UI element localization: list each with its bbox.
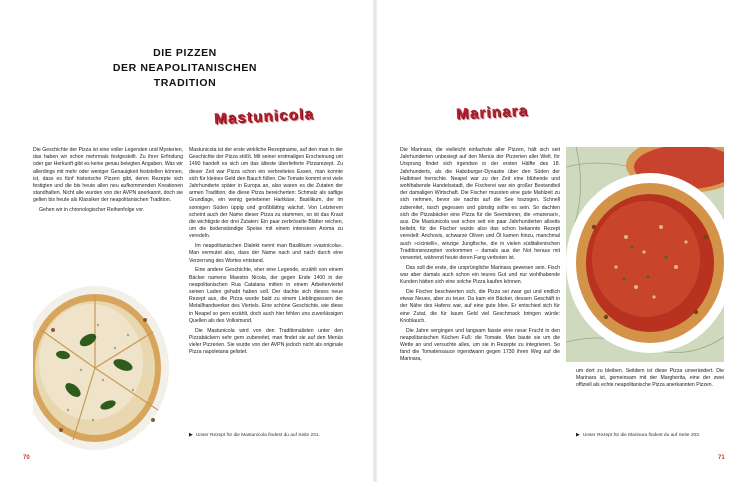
marinara-recipe-note [576, 432, 700, 438]
book-gutter [372, 0, 378, 482]
mastunicola-text-column [189, 147, 343, 429]
section-title-line-2: DER NEAPOLITANISCHEN TRADITION [112, 62, 258, 89]
arrow-right-icon: ▶ [189, 432, 193, 438]
intro-paragraph: Die Geschichte der Pizza ist eine voller Legenden und Mysterien, das haben wir schon mehrmals festgestellt. Zu ihrer Erfindung oder gar Herkunft gibt es keine genau belegten Angaben. Was wir allerdings mit mehr oder weniger Genauigkeit feststellen können, ist, dass es fünf historische Pizzen gibt, deren Rezepte sich festigten und die bis heute allen neu aufkommenden Kreationen standhalten. Nicht alle wurden von der AVPN anerkannt, doch sie gelten bis heute als Klassiker der neapolitanischen Tradition. [33, 147, 183, 204]
recipe-title-mastunicola: Mastunicola [213, 105, 315, 128]
body-paragraph: Eine andere Geschichte, eher eine Legende, erzählt von einem Bäcker namens Maestro Nicola, der gegen Ende 1400 in der neapolitanischen Rua Catalana mitten in einem Arbeiterviertel seinen Laden gehabt haben soll. Der dachte sich dieses neue Rezept aus, die Pizza wurde bald zu einem Lieblingsessen der Metallhandwerker des Viertels. Eine schöne Geschichte, wie diese in Neapel so gern erzählt, doch auch hier fehlen uns zuverlässigen Quellen als des Volksmund. [189, 267, 343, 324]
section-title-line-1: DIE PIZZEN [153, 47, 217, 59]
marinara-text-column [400, 147, 560, 445]
page-number-right: 71 [718, 455, 725, 461]
marinara-pizza-photo [566, 147, 724, 362]
body-paragraph: Im neapolitanischen Dialekt nennt man Basilikum »vasinicola«. Man vermutet also, dass der Name nach und nach durch eine Verzerrung des Wortes entstand. [189, 243, 343, 264]
arrow-right-icon: ▶ [576, 432, 580, 438]
body-paragraph: Mastunicola ist der erste wirkliche Rezeptname, auf den man in der Geschichte der Pizza stößt. Mit seiner erstmaligen Erscheinung um 1490 handelt es sich um das älteste überlieferte Pizzarezept. Zu dieser Zeit war Pizza schon ein verbreitetes Essen, man konnte sich für kleines Geld den Bauch füllen. Die Tomate kommt erst viele Jahrhunderte später in Europa an, also waren es die Zutaten der armen Tradition, die diese Pizza bereicherten: Schmalz als saftige Grundlage, ein wenig geriebener Hartkäse, Basilikum, der im sonnigen Süden üppig und großblättrig wächst. Von Letzterem scheint auch der Name dieser Pizza zu stammen, so ist das Kraut die wichtigste der drei Zutaten: Ein paar zerbröselte Blätter reichen, um die bodenständige Speise mit einem intensiven Aroma zu veredeln. [189, 147, 343, 240]
mastunicola-pizza-photo [33, 270, 183, 460]
mastunicola-recipe-note [189, 432, 320, 438]
intro-column [33, 147, 183, 267]
recipe-note-text: Unser Rezept für die Marinara findest du auf Seite 203. [582, 433, 701, 438]
recipe-title-marinara: Marinara [455, 102, 529, 123]
body-paragraph: Die Marinara, die vielleicht einfachste aller Pizzen, hält sich seit Jahrhunderten unbesiegt auf den Menüs der Pizzerien aller Welt. Ihr Ursprung findet sich irgendwo in der ersten Hälfte des 18. Jahrhunderts, als die Habsburger-Dynastie über den Süden der Halbinsel herrschte. Neapel war zu der Zeit eine blühende und wohlhabende Handelsstadt, die Fischerei war ein großer Bestandteil der damaligen Wirtschaft. Die Fischer mussten eine gute Mahlzeit zu sich nehmen, bevor sie nachts auf die See loszogen. Schnell zubereitet, rasch gegessen und günstig sollte es sein. So dachten sich die Pizzabäcker eine Pizza für die Seemänner, die »marenari«, aus. Die Mastunicola war schon seit ein paar Jahrhunderten allseits beliebt, für die Fischer wurde also das schon bekannte Rezept veredelt: Anchovis, schwarze Oliven und Öl kamen hinzu, manchmal auch »cicinielli«, winzige Jungfische, die in vielen süditalienischen Traditionsrezepten vorkommen – damals aus der Not heraus mit verwertet, während heute deren Fang verboten ist. [400, 147, 560, 262]
recipe-note-text: Unser Rezept für die Mastunicola findest du auf Seite 231. [195, 433, 320, 438]
body-paragraph: Die Fischer beschwerten sich, die Pizza sei zwar gut und endlich etwas Neues, aber zu teuer. Da kam ein Bäcker, dessen Geschäft in der Nähe des Hafens war, auf eine gute Idee. Er entschied sich für eine Zutat, die für kaum Geld viel Geschmack bringen würde: Knoblauch. [400, 289, 560, 324]
page-number-left: 70 [23, 455, 30, 461]
body-paragraph: Die Mastunicola wird von den Traditionalisten unter den Pizzabäckern sehr gern zubereitet, man findet sie auf den Menüs vieler Pizzerien. Sie wurde von der AVPN jedoch nicht als originale Pizza napoletana gelistet. [189, 327, 343, 356]
body-paragraph: Das soll die erste, die ursprüngliche Marinara gewesen sein. Fisch war aber damals auch schon ein teures Gut und nur wohlhabende Kunden hätten sich eine solche Pizza kaufen können. [400, 264, 560, 286]
body-paragraph: um dort zu bleiben. Seitdem ist diese Pizza unverändert. Die Marinara ist, gemeinsam mit der Margherita, eine der zwei offiziell als echte neapolitanische Pizza anerkannten Pizzen. [576, 368, 724, 389]
section-title [85, 46, 285, 91]
intro-paragraph: Gehen wir in chronologischer Reihenfolge vor. [39, 207, 145, 214]
marinara-continuation-column [576, 368, 724, 428]
body-paragraph: Die Jahre vergingen und langsam fasste eine neue Frucht in den neapolitanischen Küchen Fuß: die Tomate. Man baute sie um die Wette an und versuchte alles, um sie in Rezepte zu integrieren. So fand die Tomatensauce irgendwann gegen 1730 ihren Weg auf die Marinara, [400, 327, 560, 363]
